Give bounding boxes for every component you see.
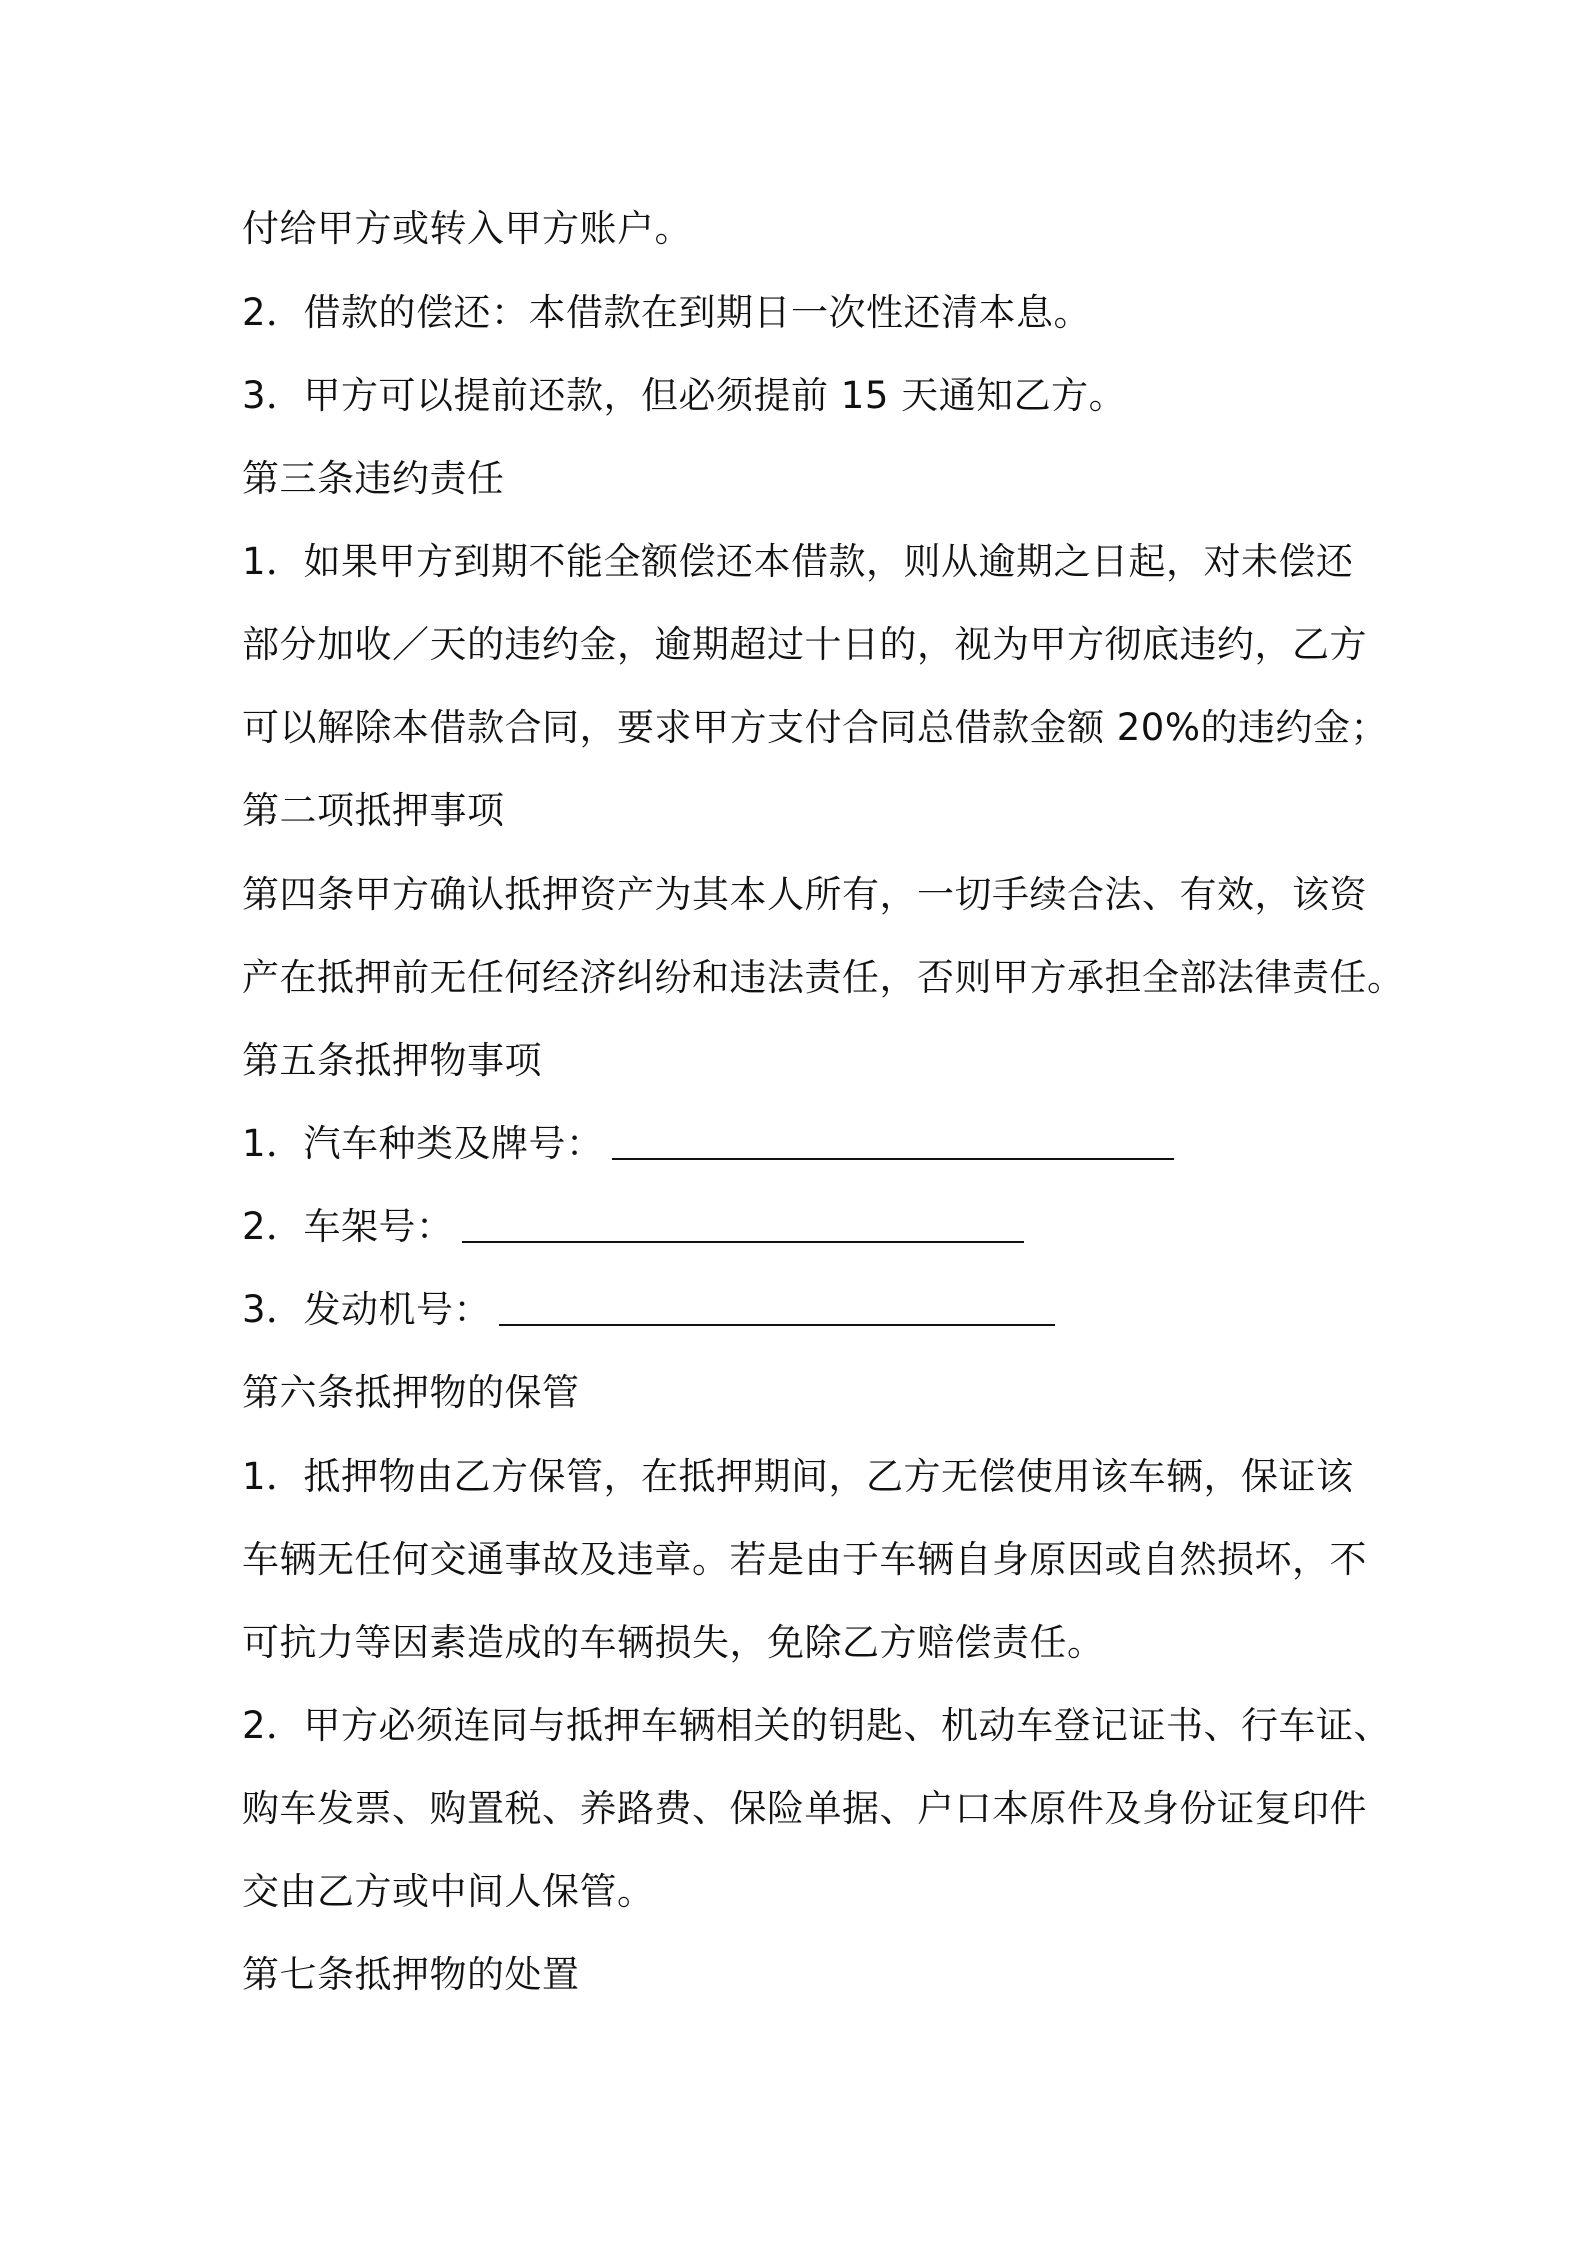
form-field-label: 3．发动机号： [242, 1288, 492, 1331]
paragraph-line: 1．抵押物由乙方保管，在抵押期间，乙方无偿使用该车辆，保证该 [242, 1455, 1354, 1498]
form-field-label: 2．车架号： [242, 1205, 454, 1248]
paragraph-line: 交由乙方或中间人保管。 [242, 1870, 655, 1913]
blank-fill-line [612, 1120, 1174, 1160]
paragraph-line: 第四条甲方确认抵押资产为其本人所有，一切手续合法、有效，该资 [242, 873, 1367, 916]
blank-fill-line [462, 1203, 1024, 1243]
paragraph-line: 可以解除本借款合同，要求甲方支付合同总借款金额 20%的违约金； [242, 706, 1388, 749]
section-heading: 第二项抵押事项 [242, 789, 505, 832]
form-field-row [242, 1203, 1024, 1251]
paragraph-line: 产在抵押前无任何经济纠纷和违法责任，否则甲方承担全部法律责任。 [242, 956, 1405, 999]
paragraph-line: 1．如果甲方到期不能全额偿还本借款，则从逾期之日起，对未偿还 [242, 540, 1354, 583]
section-heading: 第六条抵押物的保管 [242, 1371, 580, 1414]
paragraph-line: 2．甲方必须连同与抵押车辆相关的钥匙、机动车登记证书、行车证、 [242, 1704, 1392, 1747]
section-heading: 第三条违约责任 [242, 457, 505, 500]
paragraph-line: 可抗力等因素造成的车辆损失，免除乙方赔偿责任。 [242, 1621, 1105, 1664]
paragraph-line: 付给甲方或转入甲方账户。 [242, 207, 692, 250]
form-field-row [242, 1286, 1055, 1334]
paragraph-line: 3．甲方可以提前还款，但必须提前 15 天通知乙方。 [242, 374, 1127, 417]
form-field-row [242, 1120, 1174, 1168]
form-field-label: 1．汽车种类及牌号： [242, 1122, 604, 1165]
paragraph-line: 部分加收／天的违约金，逾期超过十日的，视为甲方彻底违约，乙方 [242, 623, 1367, 666]
blank-fill-line [499, 1286, 1055, 1326]
section-heading: 第五条抵押物事项 [242, 1039, 542, 1082]
section-heading: 第七条抵押物的处置 [242, 1953, 580, 1996]
paragraph-line: 2．借款的偿还：本借款在到期日一次性还清本息。 [242, 291, 1092, 334]
paragraph-line: 购车发票、购置税、养路费、保险单据、户口本原件及身份证复印件 [242, 1787, 1367, 1830]
paragraph-line: 车辆无任何交通事故及违章。若是由于车辆自身原因或自然损坏，不 [242, 1538, 1367, 1581]
